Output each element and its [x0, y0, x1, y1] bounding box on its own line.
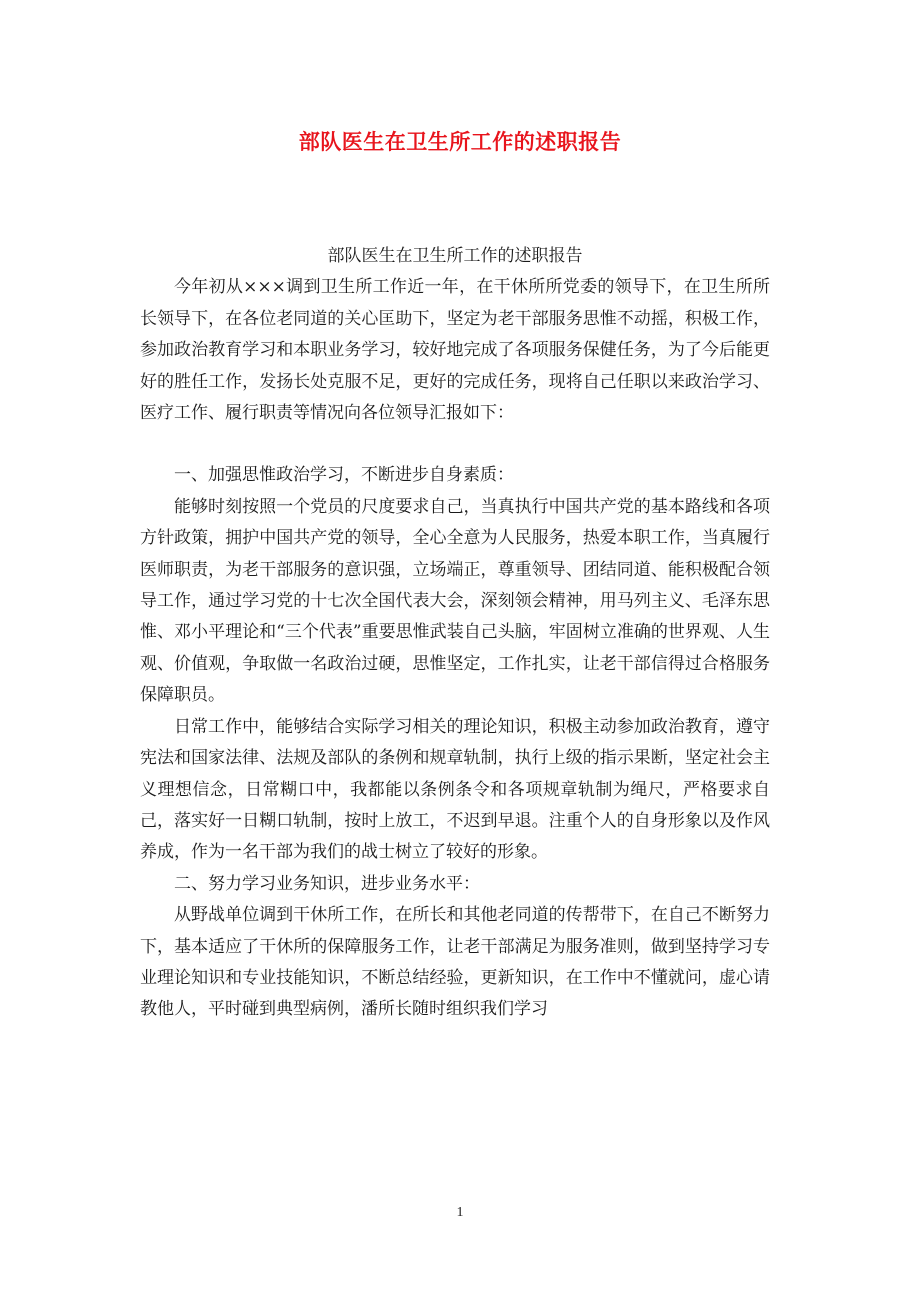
- document-body: [140, 241, 770, 1026]
- paragraph-spacer: [140, 429, 770, 460]
- document-title: 部队医生在卫生所工作的述职报告: [298, 129, 622, 154]
- paragraph-intro: 今年初从×××调到卫生所工作近一年，在干休所所党委的领导下，在卫生所所长领导下，在各位老同道的关心匡助下，坚定为老干部服务思惟不动摇，积极工作，参加政治教育学习和本职业务学习，较好地完成了各项服务保健任务，为了今后能更好的胜任工作，发扬长处克服不足，更好的完成任务，现将自己任职以来政治学习、医疗工作、履行职责等情况向各位领导汇报如下：: [140, 277, 770, 424]
- section-heading-1: 一、加强思惟政治学习，不断进步自身素质：: [174, 465, 514, 486]
- document-subtitle: 部队医生在卫生所工作的述职报告: [327, 246, 583, 266]
- paragraph-professional-study: 从野战单位调到干休所工作，在所长和其他老同道的传帮带下，在自己不断努力下，基本适应了干休所的保障服务工作，让老干部满足为服务准则，做到坚持学习专业理论知识和专业技能知识，不断总结经验，更新知识，在工作中不懂就问，虚心请教他人，平时碰到典型病例，潘所长随时组织我们学习: [140, 905, 770, 1020]
- section-heading-2: 二、努力学习业务知识，进步业务水平：: [174, 873, 480, 894]
- paragraph-political-study: 能够时刻按照一个党员的尺度要求自己，当真执行中国共产党的基本路线和各项方针政策，拥护中国共产党的领导，全心全意为人民服务，热爱本职工作，当真履行医师职责，为老干部服务的意识强，立场端正，尊重领导、团结同道、能积极配合领导工作，通过学习党的十七次全国代表大会，深刻领会精神，用马列主义、毛泽东思惟、邓小平理论和“三个代表”重要思惟武装自己头脑，牢固树立准确的世界观、人生观、价值观，争取做一名政治过硬，思惟坚定，工作扎实，让老干部信得过合格服务保障职员。: [140, 496, 770, 706]
- page-number: 1: [456, 1205, 464, 1220]
- paragraph-daily-work: 日常工作中，能够结合实际学习相关的理论知识，积极主动参加政治教育，遵守宪法和国家法律、法规及部队的条例和规章轨制，执行上级的指示果断，坚定社会主义理想信念，日常糊口中，我都能以条例条令和各项规章轨制为绳尺，严格要求自己，落实好一日糊口轨制，按时上放工，不迟到早退。注重个人的自身形象以及作风养成，作为一名干部为我们的战士树立了较好的形象。: [140, 716, 770, 863]
